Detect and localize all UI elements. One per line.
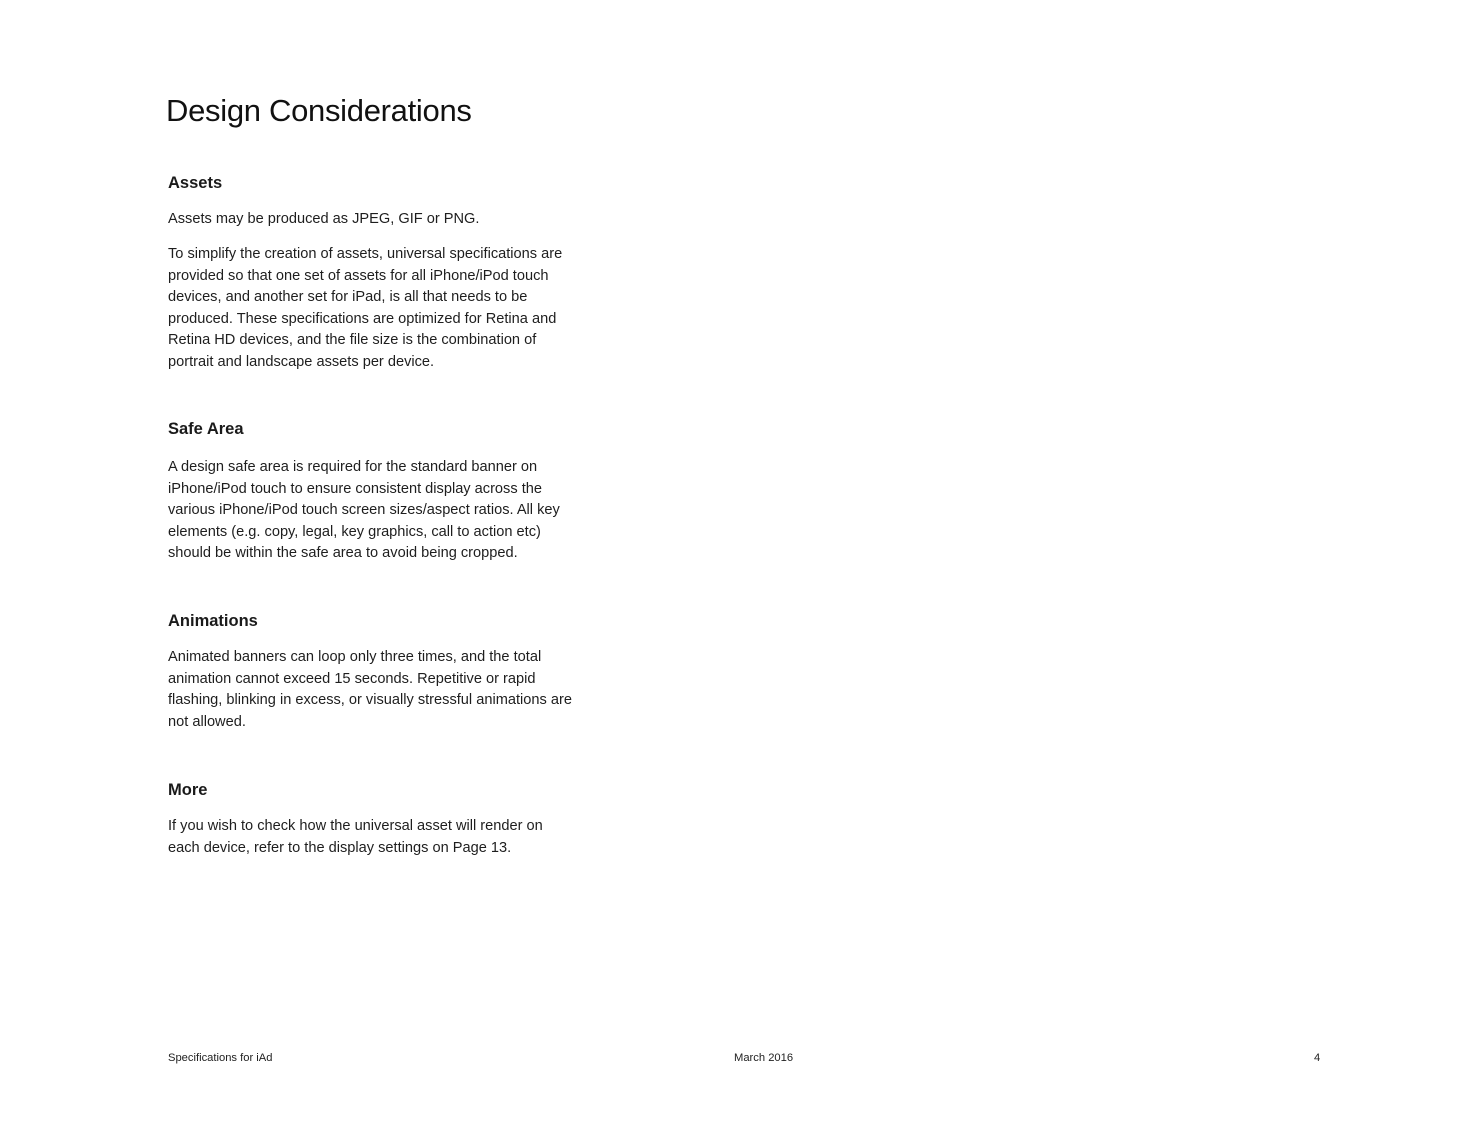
animations-paragraph: Animated banners can loop only three times, and the total animation cannot exceed 15 seconds. Repetitive or rapid flashing, blinking in excess, or visually stressful animations are not allowed. bbox=[168, 649, 572, 730]
footer-page-number: 4 bbox=[1314, 1052, 1321, 1064]
footer-document-title: Specifications for iAd bbox=[168, 1052, 273, 1064]
section-heading-more: More bbox=[168, 781, 208, 799]
page-title: Design Considerations bbox=[166, 93, 472, 128]
section-heading-animations: Animations bbox=[168, 612, 258, 630]
assets-paragraph-1: Assets may be produced as JPEG, GIF or PNG. bbox=[168, 211, 480, 227]
section-heading-safe-area: Safe Area bbox=[168, 420, 244, 438]
section-heading-assets: Assets bbox=[168, 174, 223, 192]
footer-date: March 2016 bbox=[734, 1052, 794, 1064]
safe-area-paragraph: A design safe area is required for the standard banner on iPhone/iPod touch to ensure consistent display across the various iPhone/iPod touch screen sizes/aspect ratios. All key elements (e.g. copy, legal, key graphics, call to action etc) should be within the safe area to avoid being cropped. bbox=[168, 459, 560, 561]
more-paragraph: If you wish to check how the universal asset will render on each device, refer to the display settings on Page 13. bbox=[168, 818, 543, 856]
assets-paragraph-2: To simplify the creation of assets, universal specifications are provided so that one set of assets for all iPhone/iPod touch devices, and another set for iPad, is all that needs to be produced. These specifications are optimized for Retina and Retina HD devices, and the file size is the combination of portrait and landscape assets per device. bbox=[168, 246, 563, 370]
